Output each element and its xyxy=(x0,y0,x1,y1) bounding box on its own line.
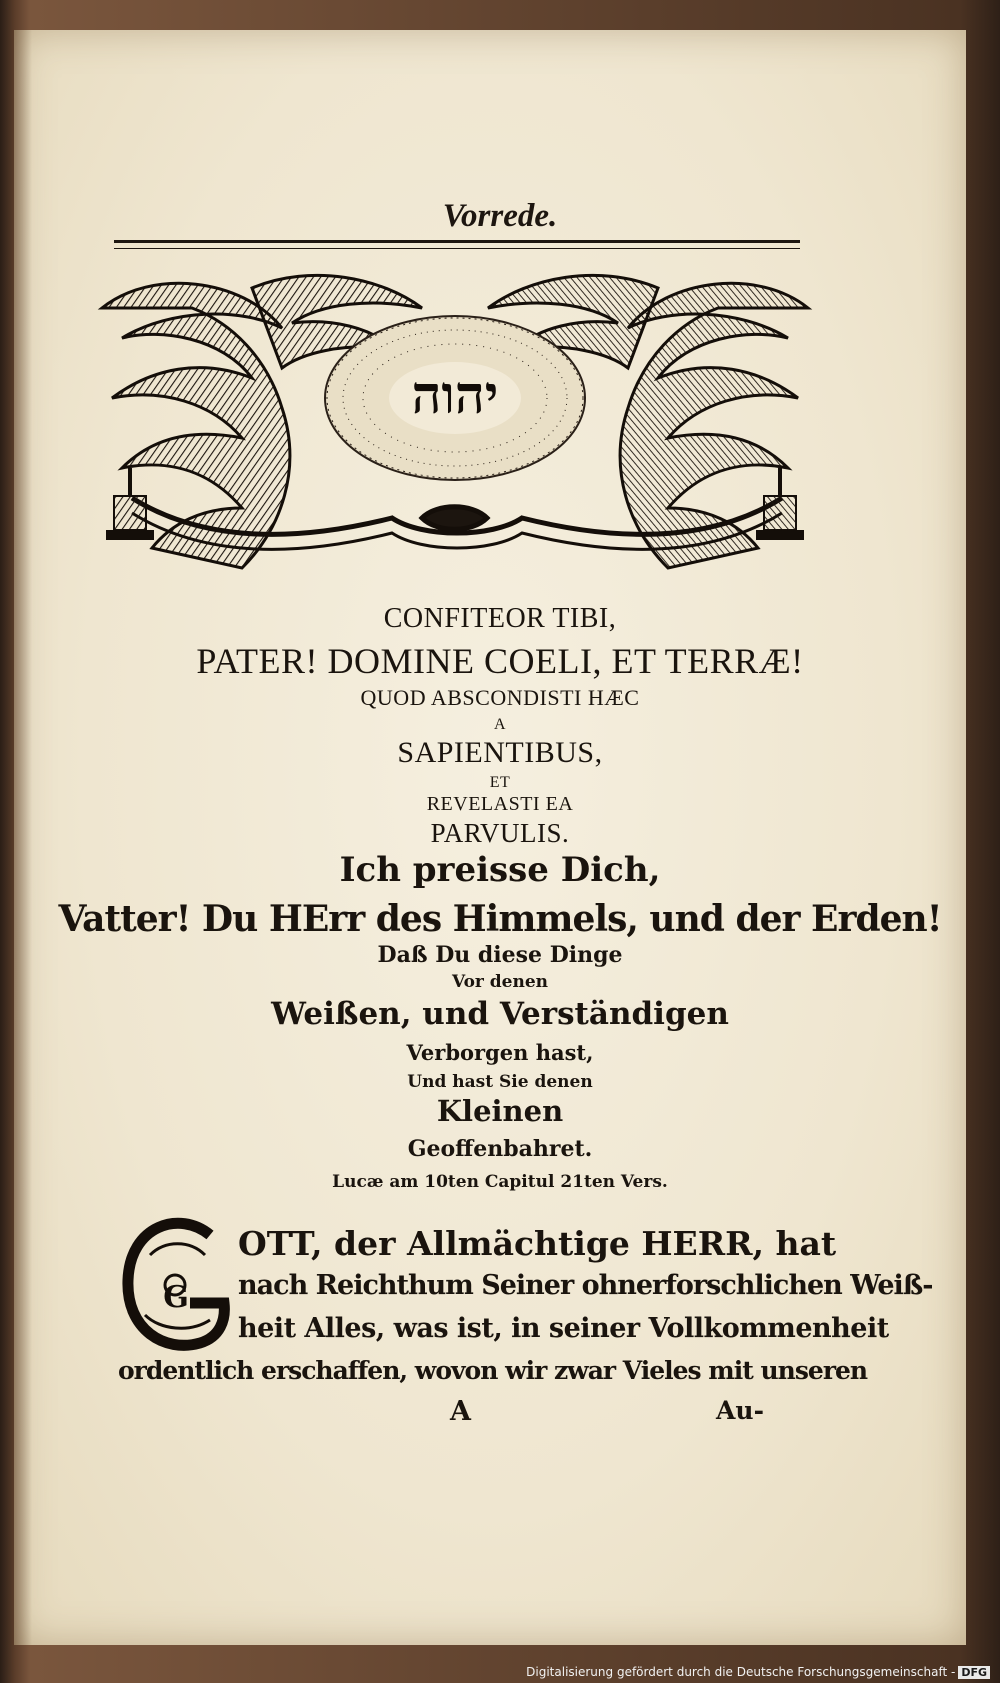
dropcap-letter: G xyxy=(163,1280,189,1315)
latin-line-3: QUOD ABSCONDISTI HÆC xyxy=(360,685,640,710)
latin-line-6: ET xyxy=(489,774,511,791)
latin-line-1: CONFITEOR TIBI, xyxy=(383,603,617,634)
digitization-note: Digitalisierung gefördert durch die Deutsche Forschungsgemeinschaft - xyxy=(526,1665,956,1679)
catchword: Au- xyxy=(716,1396,764,1425)
german-line-4: Vor denen xyxy=(451,972,549,992)
scripture-citation: Lucæ am 10ten Capitul 21ten Vers. xyxy=(332,1172,668,1192)
german-line-9: Geoffenbahret. xyxy=(407,1136,593,1162)
signature-mark: A xyxy=(450,1396,471,1427)
body-line-1: OTT, der Allmächtige HERR, hat xyxy=(238,1224,837,1263)
latin-line-7: REVELASTI EA xyxy=(426,793,574,815)
latin-line-2: PATER! DOMINE COELI, ET TERRÆ! xyxy=(196,641,804,681)
german-line-5: Weißen, und Verständigen xyxy=(271,996,729,1032)
latin-line-5: SAPIENTIBUS, xyxy=(397,736,603,769)
german-line-8: Kleinen xyxy=(436,1094,564,1128)
body-line-2: nach Reichthum Seiner ohnerforschlichen Weiß- xyxy=(238,1270,933,1301)
running-title: Vorrede. xyxy=(442,198,558,234)
german-line-6: Verborgen hast, xyxy=(406,1040,594,1065)
german-line-7: Und hast Sie denen xyxy=(407,1072,593,1092)
left-tassel xyxy=(106,468,154,540)
woodcut-vignette xyxy=(92,268,818,598)
german-line-1: Ich preisse Dich, xyxy=(339,850,661,890)
right-tassel xyxy=(756,468,804,540)
body-line-4: ordentlich erschaffen, wovon wir zwar Vieles mit unseren xyxy=(118,1356,868,1385)
latin-line-4: A xyxy=(493,716,507,733)
body-line-3: heit Alles, was ist, in seiner Vollkommenheit xyxy=(238,1313,889,1344)
digitization-credit xyxy=(526,1665,990,1679)
decorative-dropcap xyxy=(120,1215,232,1355)
german-line-2: Vatter! Du HErr des Himmels, und der Erden! xyxy=(58,898,942,940)
dfg-logo: DFG xyxy=(958,1666,990,1679)
german-line-3: Daß Du diese Dinge xyxy=(377,942,623,968)
latin-line-8: PARVULIS. xyxy=(430,818,570,848)
tetragrammaton: יהוה xyxy=(411,365,499,426)
header-rule xyxy=(114,240,800,249)
